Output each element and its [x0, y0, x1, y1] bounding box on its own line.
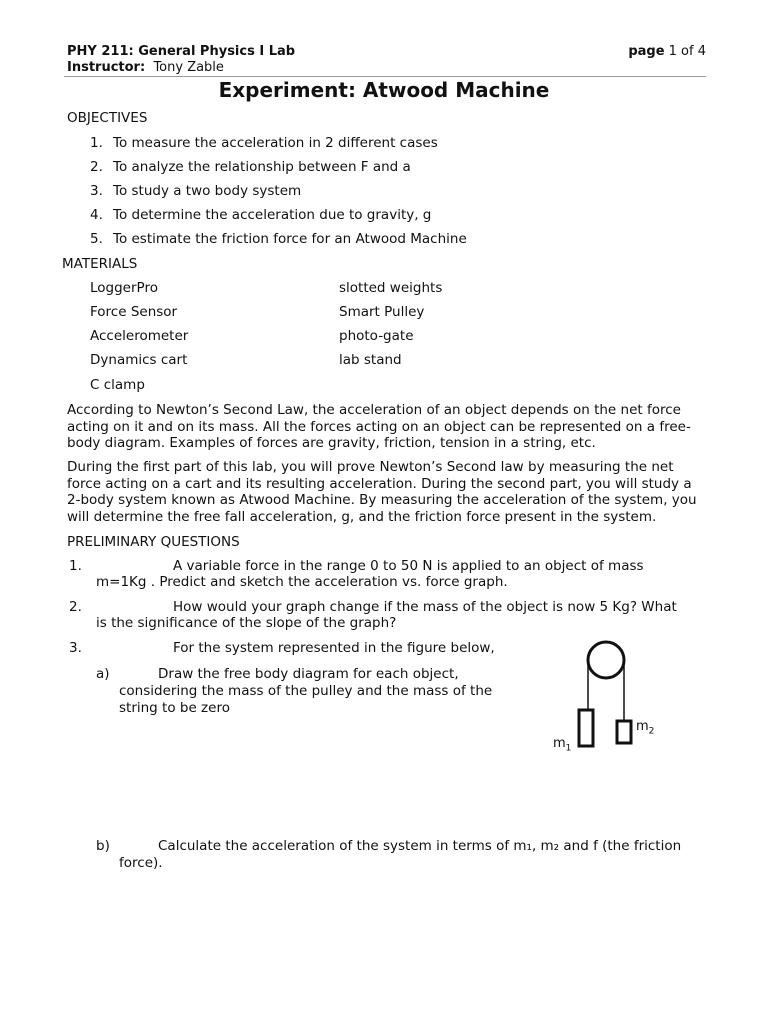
material-item: LoggerPro [90, 280, 158, 296]
question-text: How would your graph change if the mass of the object is now 5 Kg? What [173, 599, 677, 615]
page-label: page [628, 44, 665, 59]
objectives-heading: OBJECTIVES [67, 110, 148, 126]
mass-symbol: m [553, 736, 566, 751]
objective-text: To study a two body system [113, 183, 302, 199]
material-item: Force Sensor [90, 304, 178, 320]
question-text: For the system represented in the figure below, [173, 640, 495, 656]
question-text: m=1Kg . Predict and sketch the acceleration vs. force graph. [96, 574, 508, 590]
material-item: C clamp [90, 377, 145, 393]
instructor-line [67, 60, 224, 75]
objective-text: To estimate the friction force for an Atwood Machine [113, 231, 467, 247]
mass-subscript: 1 [565, 743, 572, 754]
objective-text: To determine the acceleration due to gravity, g [113, 207, 432, 223]
page-title: Experiment: Atwood Machine [218, 78, 550, 102]
material-item: photo-gate [339, 328, 414, 344]
mass-block-m2 [617, 721, 631, 743]
subquestion-text: Draw the free body diagram for each object, [158, 666, 459, 682]
preliminary-heading: PRELIMINARY QUESTIONS [67, 534, 240, 550]
question-number: 2. [69, 599, 82, 615]
material-item: lab stand [339, 352, 402, 368]
objective-number: 4. [90, 207, 103, 223]
mass-subscript: 2 [648, 726, 655, 737]
question-number: 1. [69, 558, 82, 574]
instructor-name: Tony Zable [153, 60, 224, 75]
material-item: slotted weights [339, 280, 443, 296]
subquestion-text: Calculate the acceleration of the system in terms of m₁, m₂ and f (the friction [158, 838, 682, 854]
question-number: 3. [69, 640, 82, 656]
material-item: Accelerometer [90, 328, 189, 344]
objective-text: To analyze the relationship between F and a [113, 159, 411, 175]
mass-label-m1 [553, 736, 571, 754]
objective-number: 5. [90, 231, 103, 247]
subquestion-text: force). [119, 855, 163, 871]
paragraph-text: During the first part of this lab, you will prove Newton’s Second law by measuring the net force acting on a cart and its resulting acceleration. During the second part, you will study a 2-body system known as Atwood Machine. By measuring the acceleration of the system, you will determine the free fall acceleration, g, and the friction force present in the system. [67, 459, 697, 525]
mass-symbol: m [636, 719, 649, 734]
question-text: A variable force in the range 0 to 50 N is applied to an object of mass [173, 558, 644, 574]
material-item: Smart Pulley [339, 304, 425, 320]
objective-number: 1. [90, 135, 103, 151]
question-text: is the significance of the slope of the graph? [96, 615, 397, 631]
objective-text: To measure the acceleration in 2 different cases [113, 135, 438, 151]
mass-label-m2 [636, 719, 654, 737]
subquestion-text: string to be zero [119, 700, 230, 716]
paragraph-text: According to Newton’s Second Law, the acceleration of an object depends on the net force acting on it and on its mass. All the forces acting on an object can be represented on a free-body diagram. Examples of forces are gravity, friction, tension in a string, etc. [67, 402, 691, 451]
objective-number: 2. [90, 159, 103, 175]
mass-block-m1 [579, 710, 593, 746]
header-divider [64, 76, 706, 77]
instructor-label: Instructor: [67, 60, 146, 75]
page-text: 1 of 4 [668, 44, 706, 59]
course-title: PHY 211: General Physics I Lab [67, 44, 296, 59]
atwood-machine-figure [545, 630, 675, 760]
pulley-icon [588, 642, 624, 678]
subquestion-label: b) [96, 838, 110, 854]
subquestion-text: considering the mass of the pulley and the mass of the [119, 683, 493, 699]
materials-heading: MATERIALS [62, 256, 138, 272]
intro-paragraph-lab-overview [67, 459, 707, 525]
material-item: Dynamics cart [90, 352, 188, 368]
page-number [628, 44, 706, 59]
subquestion-label: a) [96, 666, 110, 682]
objective-number: 3. [90, 183, 103, 199]
intro-paragraph-newton [67, 402, 707, 452]
